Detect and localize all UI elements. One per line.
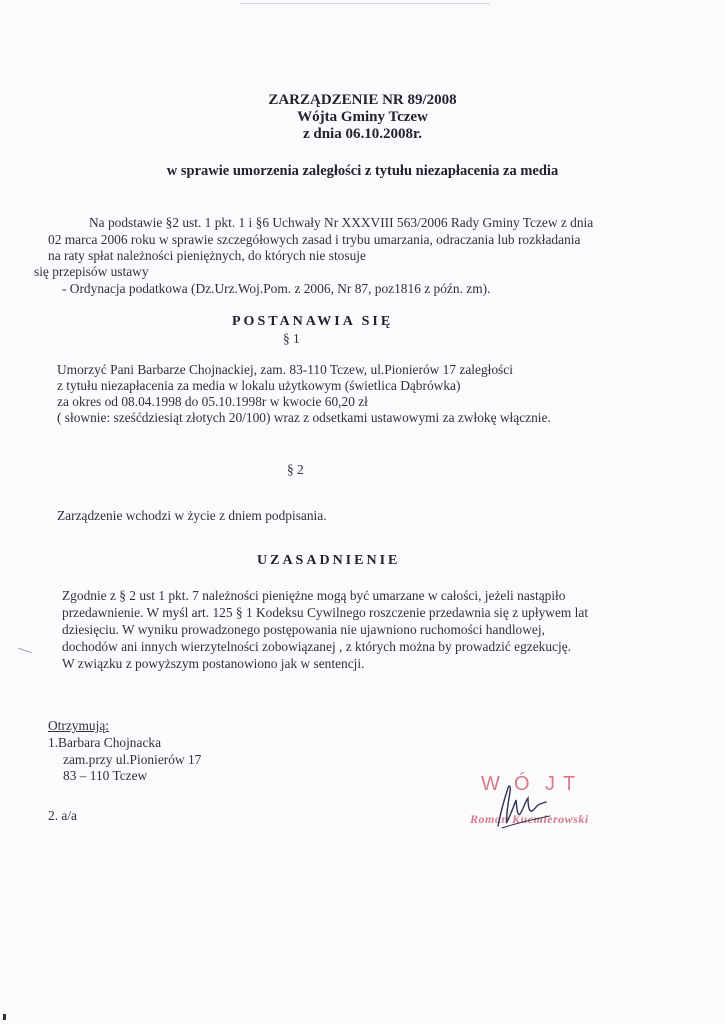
document-title: ZARZĄDZENIE NR 89/2008 <box>268 92 457 108</box>
justification-line: W związku z powyższym postanowiono jak w sentencji. <box>62 656 365 671</box>
document-issuer: Wójta Gminy Tczew <box>297 109 428 125</box>
recipient-item: zam.przy ul.Pionierów 17 <box>63 752 202 767</box>
section2-symbol: § 2 <box>287 462 304 477</box>
section1-line: z tytułu niezapłacenia za media w lokalu użytkowym (świetlica Dąbrówka) <box>57 378 461 393</box>
scan-edge-line <box>240 3 490 4</box>
preamble-line: Na podstawie §2 ust. 1 pkt. 1 i §6 Uchwały Nr XXXVIII 563/2006 Rady Gminy Tczew z dnia <box>89 215 594 230</box>
handwritten-signature <box>490 778 560 830</box>
document-subject: w sprawie umorzenia zaległości z tytułu niezapłacenia za media <box>166 163 559 179</box>
recipient-item: 83 – 110 Tczew <box>63 768 148 783</box>
recipient-item: 2. a/a <box>48 808 77 823</box>
margin-mark <box>18 648 32 653</box>
stamp-letter: W <box>481 773 500 795</box>
document-date: z dnia 06.10.2008r. <box>302 126 423 142</box>
decree-heading: POSTANAWIA SIĘ <box>232 314 394 329</box>
preamble-line: - Ordynacja podatkowa (Dz.Urz.Woj.Pom. z 2006, Nr 87, poz1816 z późn. zm). <box>62 281 491 296</box>
stamp-letter: Ó <box>514 773 530 795</box>
stamp-letter: J <box>545 773 555 795</box>
recipient-item: 1.Barbara Chojnacka <box>48 735 162 750</box>
section1-line: Umorzyć Pani Barbarze Chojnackiej, zam. 83-110 Tczew, ul.Pionierów 17 zaległości <box>57 362 513 377</box>
justification-heading: UZASADNIENIE <box>257 553 401 568</box>
justification-line: Zgodnie z § 2 ust 1 pkt. 7 należności pieniężne mogą być umarzane w całości, jeżeli nastąpiło <box>62 588 566 603</box>
section1-line: ( słownie: sześćdziesiąt złotych 20/100) wraz z odsetkami ustawowymi za zwłokę włącznie. <box>57 410 551 425</box>
recipients-title: Otrzymują: <box>48 718 109 733</box>
stamp-letter: T <box>563 773 576 795</box>
stamp-name: Roman Kucmierowski <box>470 812 589 826</box>
justification-line: dochodów ani innych wierzytelności zobowiązanej , z których można by prowadzić egzekucję. <box>62 639 572 654</box>
preamble-line: na raty spłat należności pieniężnych, do których nie stosuje <box>48 248 366 263</box>
justification-line: przedawnienie. W myśl art. 125 § 1 Kodeksu Cywilnego roszczenie przedawnia się z upływem lat <box>62 605 589 620</box>
section1-symbol: § 1 <box>283 331 300 346</box>
scan-mark <box>3 1014 6 1020</box>
justification-line: dziesięciu. W wyniku prowadzonego postępowania nie ujawniono ruchomości handlowej, <box>62 622 545 637</box>
section1-line: za okres od 08.04.1998 do 05.10.1998r w kwocie 60,20 zł <box>57 394 368 409</box>
preamble-line: 02 marca 2006 roku w sprawie szczegółowych zasad i trybu umarzania, odraczania lub rozkładania <box>48 232 581 247</box>
section2-text: Zarządzenie wchodzi w życie z dniem podpisania. <box>57 508 327 523</box>
preamble-line: się przepisów ustawy <box>34 264 149 279</box>
